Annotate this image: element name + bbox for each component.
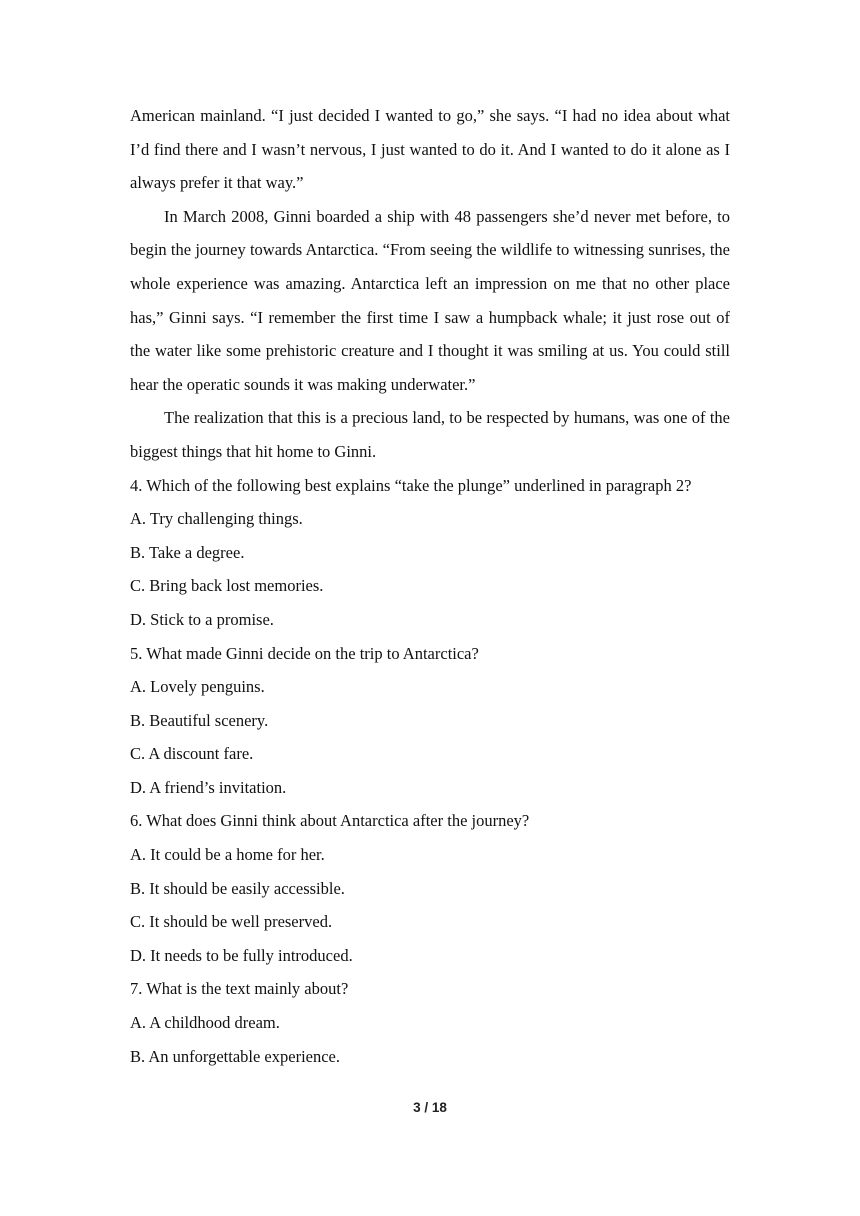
page-number: 3 / 18 <box>413 1100 447 1115</box>
passage-paragraph: American mainland. “I just decided I wanted to go,” she says. “I had no idea about what I’d find there and I wasn’t nervous, I just wanted to do it. And I wanted to do it alone as I always prefer it that way.” <box>130 106 730 193</box>
answer-option: B. Take a degree. <box>130 542 245 562</box>
passage-paragraph: The realization that this is a precious land, to be respected by humans, was one of the biggest things that hit home to Ginni. <box>130 408 730 461</box>
answer-option: A. Try challenging things. <box>130 509 303 529</box>
question-stem: 5. What made Ginni decide on the trip to Antarctica? <box>130 643 479 663</box>
question-stem: 7. What is the text mainly about? <box>130 979 349 999</box>
passage-paragraph: In March 2008, Ginni boarded a ship with 48 passengers she’d never met before, to begin the journey towards Antarctica. “From seeing the wildlife to witnessing sunrises, the whole experience was amazing. Antarctica left an impression on me that no other place has,” Ginni says. “I remember the first time I saw a humpback whale; it just rose out of the water like some prehistoric creature and I thought it was smiling at us. You could still hear the operatic sounds it was making underwater.” <box>130 206 730 394</box>
answer-option: B. An unforgettable experience. <box>130 1046 340 1066</box>
answer-option: D. Stick to a promise. <box>130 609 274 629</box>
question-stem: 6. What does Ginni think about Antarctica after the journey? <box>130 811 530 831</box>
answer-option: C. Bring back lost memories. <box>130 576 324 596</box>
answer-option: D. A friend’s invitation. <box>130 777 287 797</box>
answer-option: A. A childhood dream. <box>130 1013 280 1033</box>
answer-option: A. It could be a home for her. <box>130 845 325 865</box>
answer-option: B. Beautiful scenery. <box>130 710 269 730</box>
answer-option: C. A discount fare. <box>130 744 254 764</box>
answer-option: A. Lovely penguins. <box>130 677 265 697</box>
question-stem: 4. Which of the following best explains “take the plunge” underlined in paragraph 2? <box>130 475 692 495</box>
answer-option: D. It needs to be fully introduced. <box>130 945 353 965</box>
page-content <box>130 99 730 1073</box>
answer-option: C. It should be well preserved. <box>130 912 333 932</box>
answer-option: B. It should be easily accessible. <box>130 878 345 898</box>
